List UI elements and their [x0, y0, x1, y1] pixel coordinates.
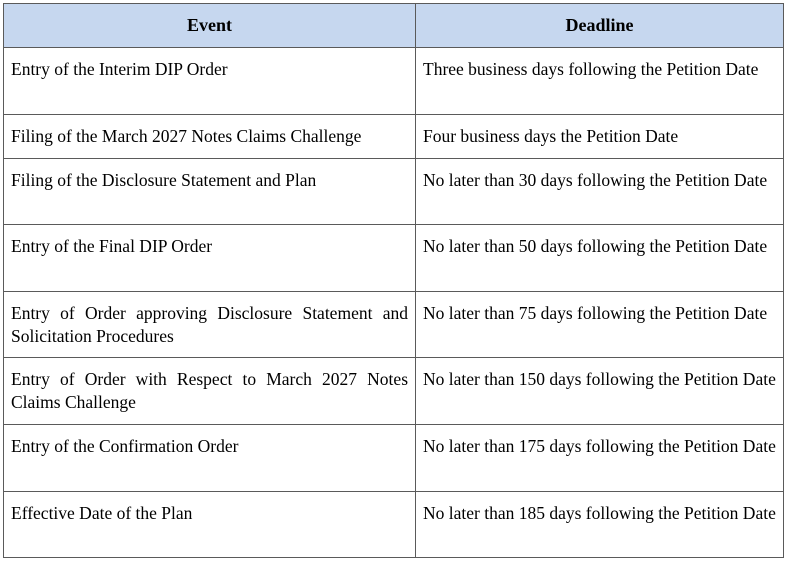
deadline-cell	[416, 291, 784, 358]
table-row	[4, 48, 784, 115]
event-cell	[4, 291, 416, 358]
event-cell	[4, 424, 416, 491]
deadline-cell	[416, 491, 784, 558]
header-row	[4, 4, 784, 48]
event-text: Entry of Order with Respect to March 2027 Notes Claims Challenge	[11, 369, 408, 413]
event-cell	[4, 158, 416, 225]
milestones-table	[3, 3, 784, 558]
deadline-text: No later than 185 days following the Petition Date	[423, 502, 776, 523]
table-row	[4, 225, 784, 292]
deadline-cell	[416, 114, 784, 158]
event-cell	[4, 114, 416, 158]
deadline-cell	[416, 158, 784, 225]
table-row	[4, 114, 784, 158]
deadline-cell	[416, 225, 784, 292]
event-text: Entry of the Confirmation Order	[11, 435, 239, 456]
event-text: Filing of the March 2027 Notes Claims Challenge	[11, 125, 362, 146]
deadline-cell	[416, 48, 784, 115]
deadline-text: No later than 175 days following the Petition Date	[423, 435, 776, 456]
table-row	[4, 358, 784, 425]
event-text: Entry of Order approving Disclosure Statement and Solicitation Procedures	[11, 302, 408, 346]
table-row	[4, 424, 784, 491]
column-header-deadline: Deadline	[416, 4, 784, 48]
deadline-text: No later than 30 days following the Petition Date	[423, 169, 768, 190]
deadline-cell	[416, 358, 784, 425]
event-text: Effective Date of the Plan	[11, 502, 193, 523]
event-cell	[4, 48, 416, 115]
table-row	[4, 291, 784, 358]
column-header-event: Event	[4, 4, 416, 48]
event-cell	[4, 491, 416, 558]
table-header	[4, 4, 784, 48]
table-row	[4, 491, 784, 558]
deadline-text: No later than 150 days following the Petition Date	[423, 369, 776, 390]
deadline-cell	[416, 424, 784, 491]
event-cell	[4, 358, 416, 425]
deadline-text: Three business days following the Petition Date	[423, 59, 759, 79]
table-row	[4, 158, 784, 225]
table-body	[4, 48, 784, 558]
event-text: Entry of the Final DIP Order	[11, 236, 213, 257]
deadline-text: No later than 75 days following the Petition Date	[423, 302, 768, 323]
event-text: Filing of the Disclosure Statement and Plan	[11, 169, 317, 190]
event-text: Entry of the Interim DIP Order	[11, 59, 228, 79]
deadline-text: No later than 50 days following the Petition Date	[423, 236, 768, 257]
event-cell	[4, 225, 416, 292]
deadline-text: Four business days the Petition Date	[423, 125, 679, 146]
